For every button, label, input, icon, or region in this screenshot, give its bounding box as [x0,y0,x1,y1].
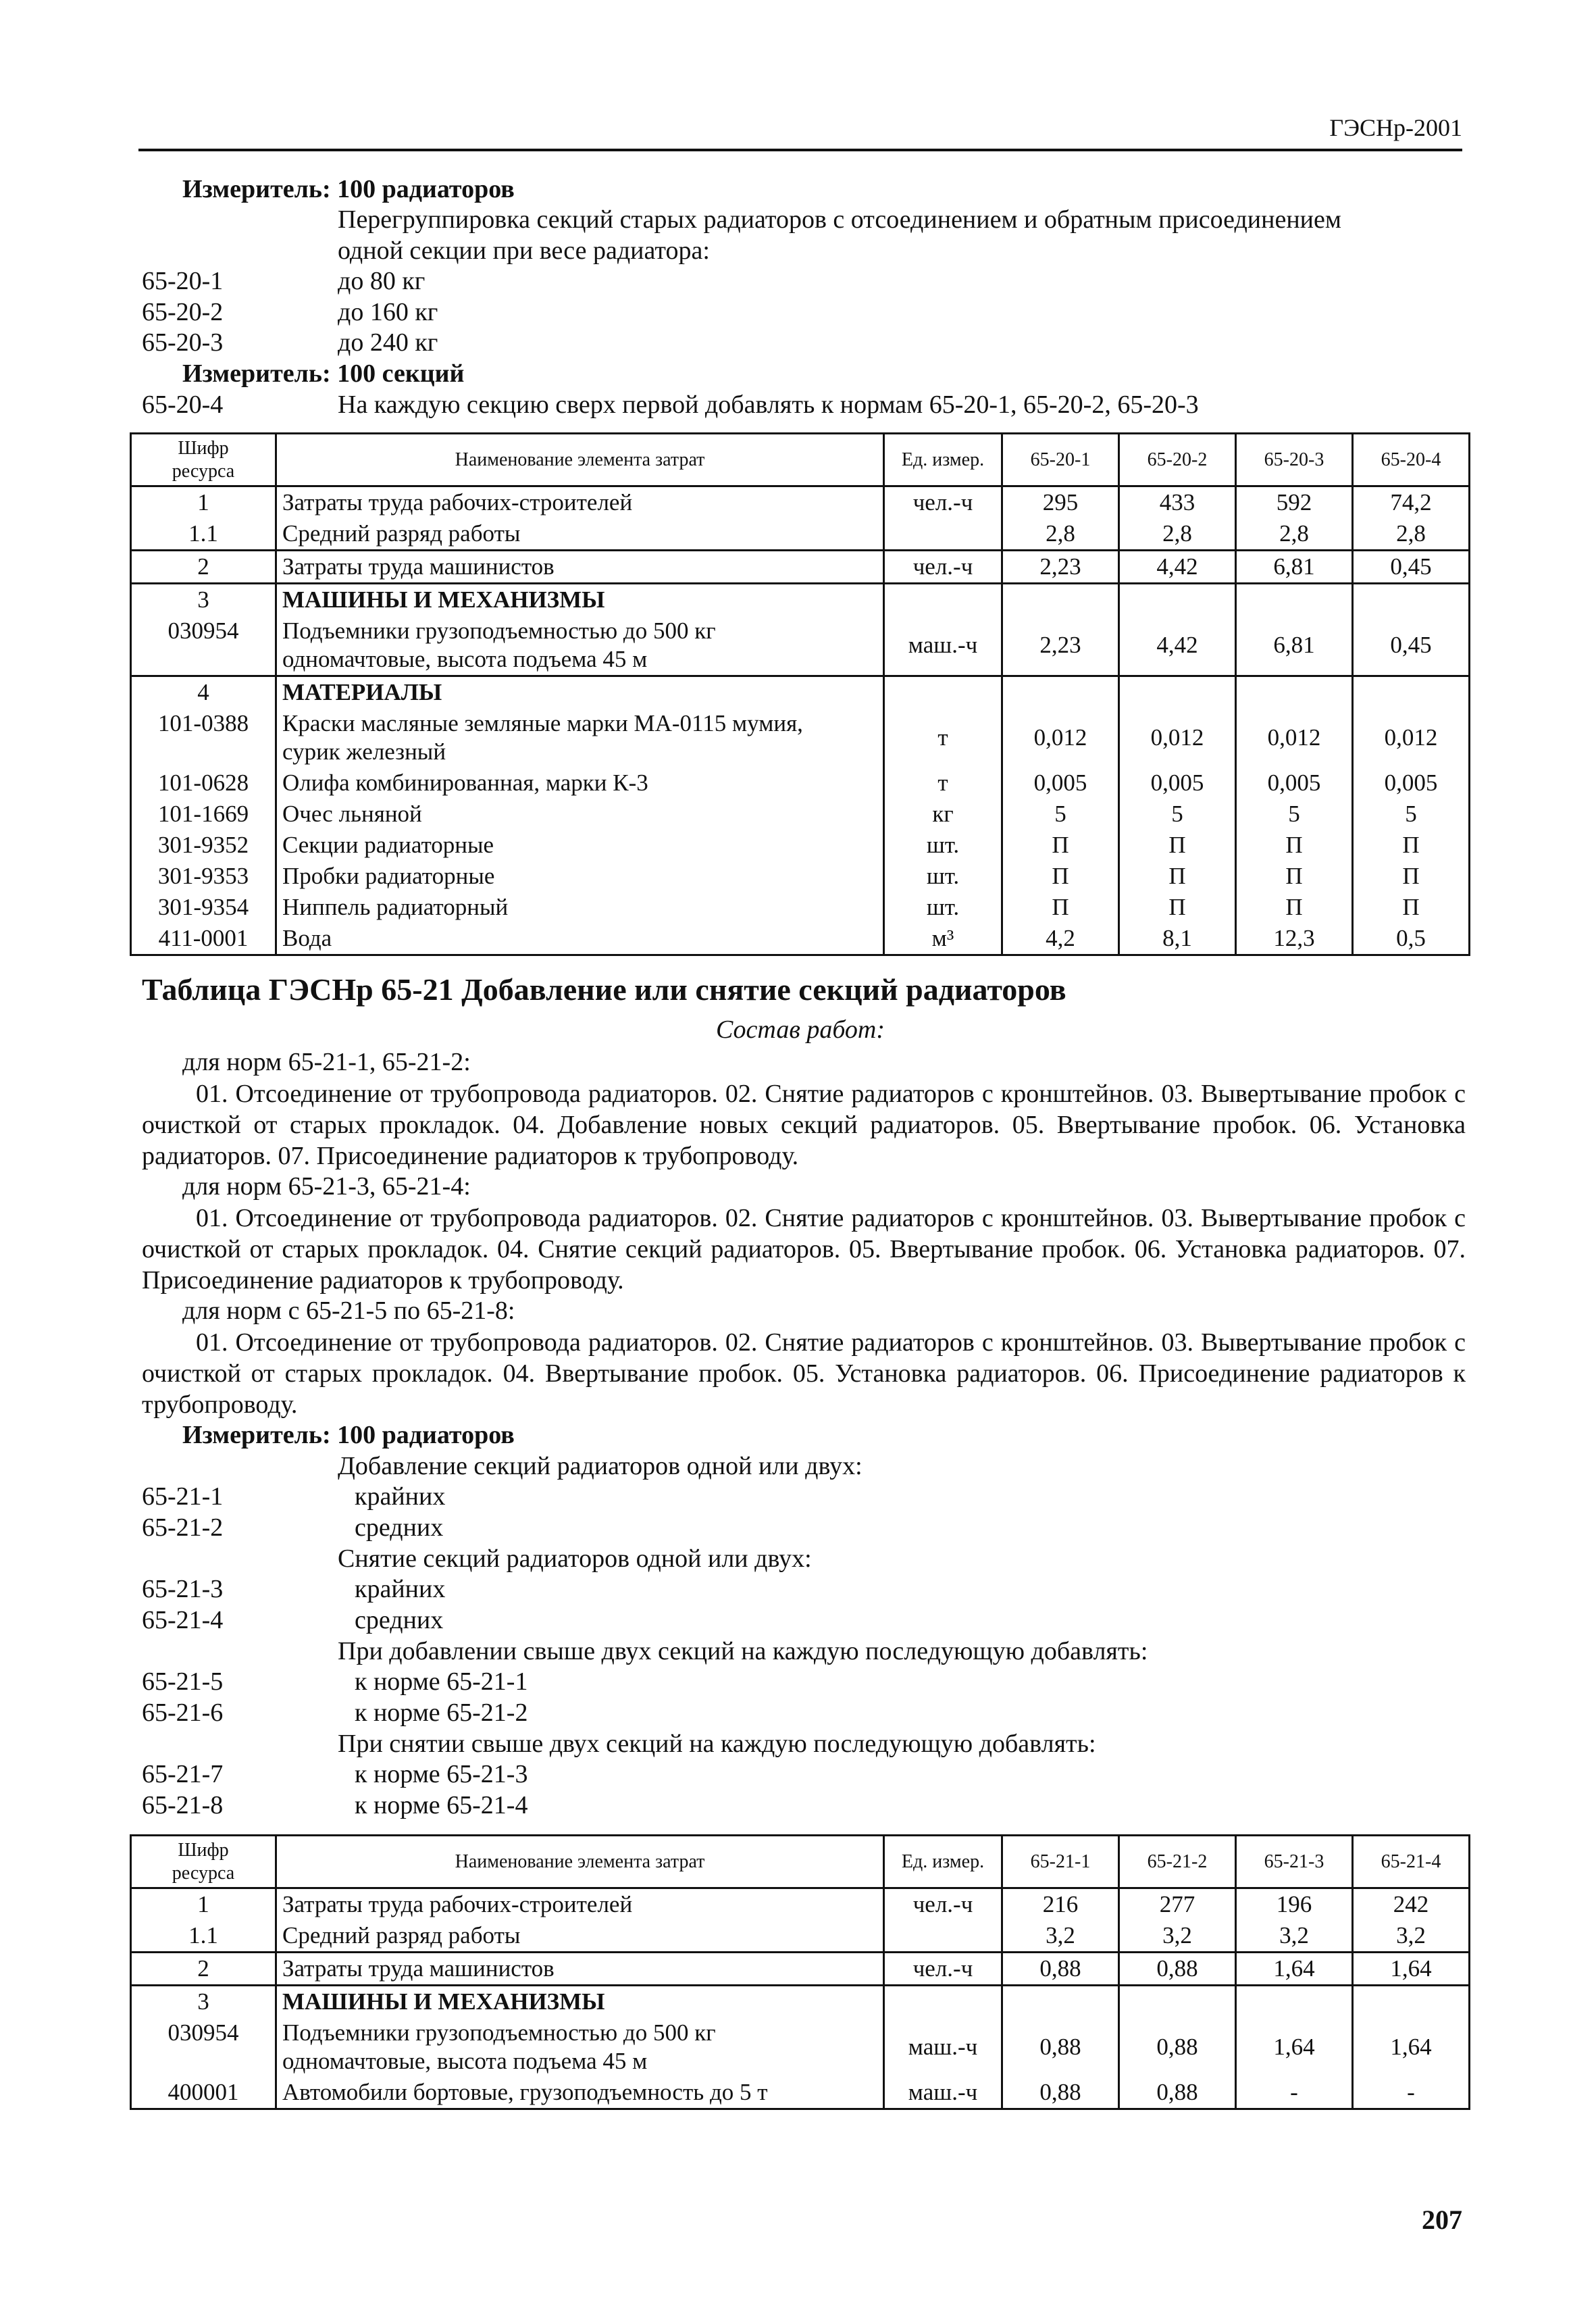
norm-code: 65-21-2 [142,1513,224,1542]
table-row: 3 МАШИНЫ И МЕХАНИЗМЫ [131,584,1470,616]
header-name: Наименование элемента затрат [276,1836,884,1888]
norm-text: к норме 65-21-3 [355,1760,528,1788]
norm-group-heading: При добавлении свыше двух секций на каждую последующую добавлять: [338,1637,1148,1665]
meter-label: Измеритель: 100 секций [182,359,465,388]
meter-label: Измеритель: 100 радиаторов [182,1421,515,1449]
norm-text: к норме 65-21-2 [355,1699,528,1727]
table-row: 030954 Подъемники грузоподъемностью до 500 кг одномачтовые, высота подъема 45 м маш.-ч 2,23 4,42 6,81 0,45 [131,615,1470,676]
norm-group-label: для норм с 65-21-5 по 65-21-8: [182,1297,515,1325]
header-col: 65-21-1 [1002,1836,1119,1888]
table-row: 400001 Автомобили бортовые, грузоподъемность до 5 т маш.-ч 0,88 0,88 - - [131,2077,1470,2109]
norm-code: 65-21-8 [142,1791,224,1819]
norm-text: к норме 65-21-1 [355,1667,528,1696]
header-code: Шифр ресурса [131,434,276,486]
work-composition-text: 01. Отсоединение от трубопровода радиаторов. 02. Снятие радиаторов с кронштейнов. 03. Вывертывание пробок с очисткой от старых прокладок. 04. Добавление новых секций радиаторов. 05. Ввертывание пробок. 06. Установка радиаторов. 07. Присоединение радиаторов к трубопроводу. [142,1080,1466,1170]
norm-code: 65-20-3 [142,328,224,357]
page-number: 207 [1422,2205,1462,2235]
header-col: 65-20-2 [1119,434,1236,486]
table-row: 2 Затраты труда машинистов чел.-ч 0,88 0,88 1,64 1,64 [131,1953,1470,1986]
resource-table-65-20 [130,432,1470,956]
header-unit: Ед. измер. [884,1836,1002,1888]
table-row: 1.1 Средний разряд работы 3,2 3,2 3,2 3,2 [131,1920,1470,1953]
header-col: 65-21-2 [1119,1836,1236,1888]
doc-code: ГЭСНр-2001 [1329,114,1462,141]
header-col: 65-21-4 [1353,1836,1470,1888]
norm-text: средних [355,1606,444,1634]
norm-code: 65-21-1 [142,1482,224,1511]
table-row: 301-9352 Секции радиаторные шт. П П П П [131,830,1470,861]
norm-code: 65-21-4 [142,1606,224,1634]
work-composition-label: Состав работ: [715,1015,885,1044]
norm-code: 65-21-5 [142,1667,224,1696]
norm-code: 65-20-1 [142,267,224,295]
norm-code: 65-21-7 [142,1760,224,1788]
table-row: 030954 Подъемники грузоподъемностью до 500 кг одномачтовые, высота подъема 45 м маш.-ч 0,88 0,88 1,64 1,64 [131,2017,1470,2077]
norm-text: крайних [355,1575,446,1603]
table-row: 101-0388 Краски масляные земляные марки МА-0115 мумия, сурик железный т 0,012 0,012 0,012 0,012 [131,708,1470,768]
table-row: 4 МАТЕРИАЛЫ [131,676,1470,709]
running-header [138,114,1462,151]
norm-text: до 160 кг [338,298,438,326]
table-row: 101-1669 Очес льняной кг 5 5 5 5 [131,799,1470,830]
norm-text: крайних [355,1482,446,1511]
resource-table-65-21 [130,1834,1470,2110]
table-row: 3 МАШИНЫ И МЕХАНИЗМЫ [131,1986,1470,2018]
meter-label: Измеритель: 100 радиаторов [182,175,515,203]
header-col: 65-20-3 [1236,434,1353,486]
table-row: 101-0628 Олифа комбинированная, марки К-3 т 0,005 0,005 0,005 0,005 [131,768,1470,799]
table-row: 301-9354 Ниппель радиаторный шт. П П П П [131,892,1470,923]
norm-group-heading: При снятии свыше двух секций на каждую последующую добавлять: [338,1730,1096,1758]
norm-group-heading: Снятие секций радиаторов одной или двух: [338,1544,812,1573]
norm-group-label: для норм 65-21-3, 65-21-4: [182,1172,471,1201]
table-title: Таблица ГЭСНр 65-21 Добавление или снятие секций радиаторов [142,972,1066,1007]
norm-text: до 80 кг [338,267,426,295]
header-col: 65-21-3 [1236,1836,1353,1888]
table-row: 2 Затраты труда машинистов чел.-ч 2,23 4,42 6,81 0,45 [131,551,1470,584]
norm-code: 65-21-6 [142,1699,224,1727]
norm-text: до 240 кг [338,328,438,357]
norm-code: 65-20-4 [142,391,224,419]
header-col: 65-20-1 [1002,434,1119,486]
norm-text: к норме 65-21-4 [355,1791,528,1819]
table-row: 1 Затраты труда рабочих-строителей чел.-ч 295 433 592 74,2 [131,486,1470,519]
table-row: 1.1 Средний разряд работы 2,8 2,8 2,8 2,8 [131,518,1470,551]
norm-code: 65-20-2 [142,298,224,326]
header-col: 65-20-4 [1353,434,1470,486]
work-composition-text: 01. Отсоединение от трубопровода радиаторов. 02. Снятие радиаторов с кронштейнов. 03. Вывертывание пробок с очисткой от старых прокладок. 04. Снятие секций радиаторов. 05. Ввертывание пробок. 06. Установка радиаторов. 07. Присоединение радиаторов к трубопроводу. [142,1204,1466,1294]
table-row: 301-9353 Пробки радиаторные шт. П П П П [131,861,1470,892]
work-description: одной секции при весе радиатора: [338,236,710,265]
table-row: 411-0001 Вода м³ 4,2 8,1 12,3 0,5 [131,923,1470,955]
work-composition-text: 01. Отсоединение от трубопровода радиаторов. 02. Снятие радиаторов с кронштейнов. 03. Вывертывание пробок с очисткой от старых прокладок. 04. Ввертывание пробок. 05. Установка радиаторов. 06. Присоединение радиаторов к трубопроводу. [142,1328,1466,1419]
norm-group-label: для норм 65-21-1, 65-21-2: [182,1048,471,1076]
norm-text: На каждую секцию сверх первой добавлять к нормам 65-20-1, 65-20-2, 65-20-3 [338,391,1199,419]
norm-group-heading: Добавление секций радиаторов одной или двух: [338,1452,863,1480]
table-row: 1 Затраты труда рабочих-строителей чел.-ч 216 277 196 242 [131,1888,1470,1921]
norm-code: 65-21-3 [142,1575,224,1603]
header-name: Наименование элемента затрат [276,434,884,486]
norm-text: средних [355,1513,444,1542]
header-unit: Ед. измер. [884,434,1002,486]
header-code: Шифр ресурса [131,1836,276,1888]
work-description: Перегруппировка секций старых радиаторов с отсоединением и обратным присоединением [338,205,1341,234]
